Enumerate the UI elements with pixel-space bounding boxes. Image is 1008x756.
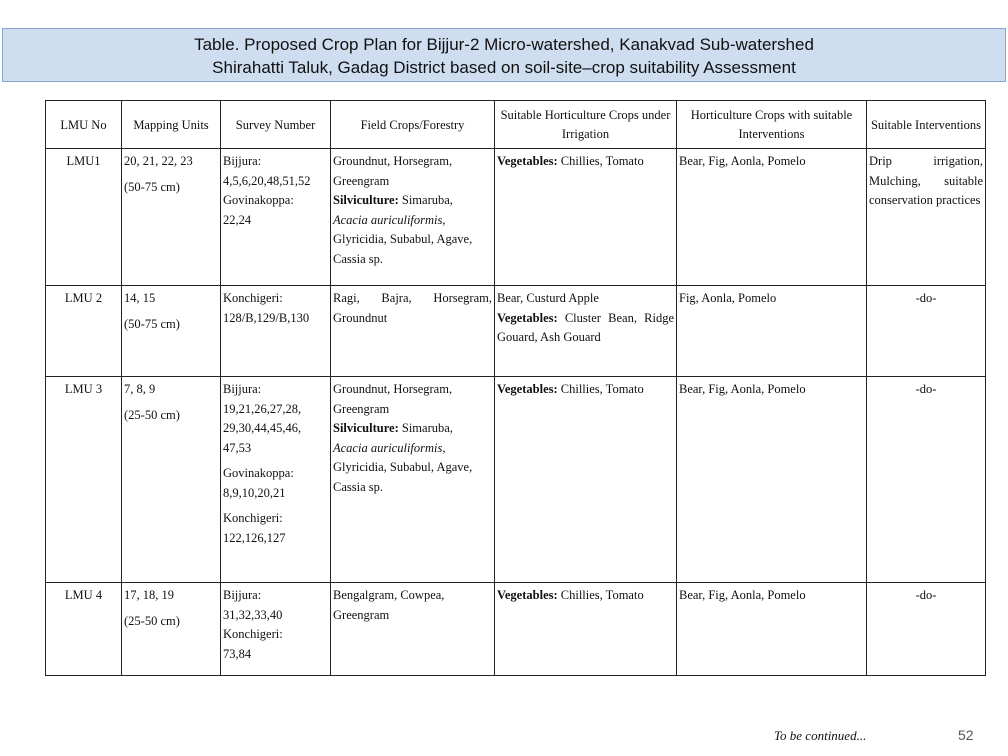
header-mapping-units: Mapping Units: [122, 101, 221, 149]
survey-numbers: 19,21,26,27,28,: [223, 401, 302, 416]
cell-lmu: LMU 4: [46, 583, 122, 676]
cell-field-crops: Ragi, Bajra, Horsegram, Groundnut: [331, 286, 495, 377]
cell-mapping-units: [122, 583, 221, 676]
survey-village: Konchigeri:: [223, 627, 283, 641]
header-field-crops: Field Crops/Forestry: [331, 101, 495, 149]
silviculture-text: [333, 191, 492, 211]
survey-village: Bijjura:: [223, 382, 262, 396]
cell-horticulture-interventions: Bear, Fig, Aonla, Pomelo: [677, 149, 867, 286]
silviculture-label: Silviculture:: [333, 421, 399, 435]
table-row: [46, 583, 986, 676]
table-row: [46, 149, 986, 286]
silviculture-italic-species: Acacia auriculiformis,: [333, 440, 446, 455]
table-row: [46, 286, 986, 377]
survey-numbers: 31,32,33,40: [223, 607, 283, 622]
field-crops-text: Groundnut, Horsegram, Greengram: [333, 382, 453, 416]
silviculture-species-more: Glyricidia, Subabul, Agave, Cassia sp.: [333, 460, 473, 494]
vegetables-label: Vegetables:: [497, 310, 558, 325]
survey-numbers: 22,24: [223, 212, 252, 227]
cell-horticulture-irrigation: [495, 286, 677, 377]
cell-horticulture-interventions: Fig, Aonla, Pomelo: [677, 286, 867, 377]
silviculture-label: Silviculture:: [333, 193, 399, 207]
cell-lmu: LMU1: [46, 149, 122, 286]
continued-note: To be continued...: [774, 728, 867, 743]
header-horticulture-irrigation: Suitable Horticulture Crops under Irrigation: [495, 101, 677, 149]
soil-depth: (50-75 cm): [124, 316, 180, 331]
survey-numbers: 29,30,44,45,46,: [223, 421, 302, 435]
vegetables-list: Chillies, Tomato: [557, 588, 644, 602]
cell-suitable-interventions: -do-: [867, 286, 986, 377]
cell-survey-number: [221, 377, 331, 583]
survey-village: Konchigeri:: [223, 291, 283, 305]
cell-horticulture-irrigation: [495, 377, 677, 583]
cell-lmu: LMU 2: [46, 286, 122, 377]
cell-horticulture-irrigation: [495, 583, 677, 676]
cell-survey-number: [221, 286, 331, 377]
survey-village: Govinakoppa:: [223, 466, 294, 480]
cell-mapping-units: [122, 377, 221, 583]
title-line-1: Table. Proposed Crop Plan for Bijjur-2 Micro-watershed, Kanakvad Sub-watershed: [194, 35, 814, 54]
title-line-2: Shirahatti Taluk, Gadag District based on soil-site–crop suitability Assessment: [212, 58, 796, 77]
cell-field-crops: [331, 149, 495, 286]
silviculture-text: [333, 419, 492, 439]
header-survey-number: Survey Number: [221, 101, 331, 149]
vegetables-list: Cluster Bean, Ridge Gouard, Ash Gouard: [497, 310, 674, 344]
cell-field-crops: [331, 377, 495, 583]
table-header-row: [46, 101, 986, 149]
header-suitable-interventions: Suitable Interventions: [867, 101, 986, 149]
vegetables-list: Chillies, Tomato: [557, 382, 644, 396]
cell-horticulture-interventions: Bear, Fig, Aonla, Pomelo: [677, 583, 867, 676]
cell-horticulture-irrigation: [495, 149, 677, 286]
survey-numbers: 73,84: [223, 646, 252, 661]
header-lmu-no: LMU No: [46, 101, 122, 149]
silviculture-species-more: Glyricidia, Subabul, Agave, Cassia sp.: [333, 232, 473, 266]
cell-lmu: LMU 3: [46, 377, 122, 583]
survey-village: Bijjura:: [223, 588, 262, 602]
vegetables-list: Chillies, Tomato: [557, 154, 644, 168]
vegetables-text: [497, 309, 674, 348]
mapping-units: 7, 8, 9: [124, 382, 156, 396]
table-title-banner: [2, 28, 1006, 82]
cell-horticulture-interventions: Bear, Fig, Aonla, Pomelo: [677, 377, 867, 583]
cell-suitable-interventions: -do-: [867, 583, 986, 676]
survey-numbers: 8,9,10,20,21: [223, 485, 286, 500]
survey-village: Konchigeri:: [223, 511, 283, 525]
vegetables-label: Vegetables:: [497, 588, 558, 602]
cell-suitable-interventions: Drip irrigation, Mulching, suitable conservation practices: [867, 149, 986, 286]
field-crops-text: Groundnut, Horsegram, Greengram: [333, 154, 453, 188]
table-row: [46, 377, 986, 583]
cell-survey-number: [221, 583, 331, 676]
survey-numbers: 122,126,127: [223, 530, 286, 545]
cell-mapping-units: [122, 149, 221, 286]
soil-depth: (25-50 cm): [124, 407, 180, 422]
mapping-units: 17, 18, 19: [124, 588, 174, 602]
soil-depth: (50-75 cm): [124, 179, 180, 194]
vegetables-label: Vegetables:: [497, 154, 558, 168]
mapping-units: 20, 21, 22, 23: [124, 154, 193, 168]
survey-numbers: 4,5,6,20,48,51,52: [223, 173, 311, 188]
cell-mapping-units: [122, 286, 221, 377]
page-number: 52: [958, 727, 974, 743]
soil-depth: (25-50 cm): [124, 613, 180, 628]
cell-suitable-interventions: -do-: [867, 377, 986, 583]
survey-village: Bijjura:: [223, 154, 262, 168]
header-horticulture-interventions: Horticulture Crops with suitable Interventions: [677, 101, 867, 149]
silviculture-species: Simaruba,: [398, 193, 453, 207]
crop-plan-table: [45, 100, 986, 676]
cell-field-crops: Bengalgram, Cowpea, Greengram: [331, 583, 495, 676]
silviculture-italic-species: Acacia auriculiformis,: [333, 212, 446, 227]
survey-numbers: 128/B,129/B,130: [223, 310, 310, 325]
mapping-units: 14, 15: [124, 291, 156, 305]
silviculture-species: Simaruba,: [398, 421, 453, 435]
survey-numbers: 47,53: [223, 440, 252, 455]
vegetables-label: Vegetables:: [497, 382, 558, 396]
survey-village: Govinakoppa:: [223, 193, 294, 207]
cell-survey-number: [221, 149, 331, 286]
irrigation-fruit-crops: Bear, Custurd Apple: [497, 291, 599, 305]
